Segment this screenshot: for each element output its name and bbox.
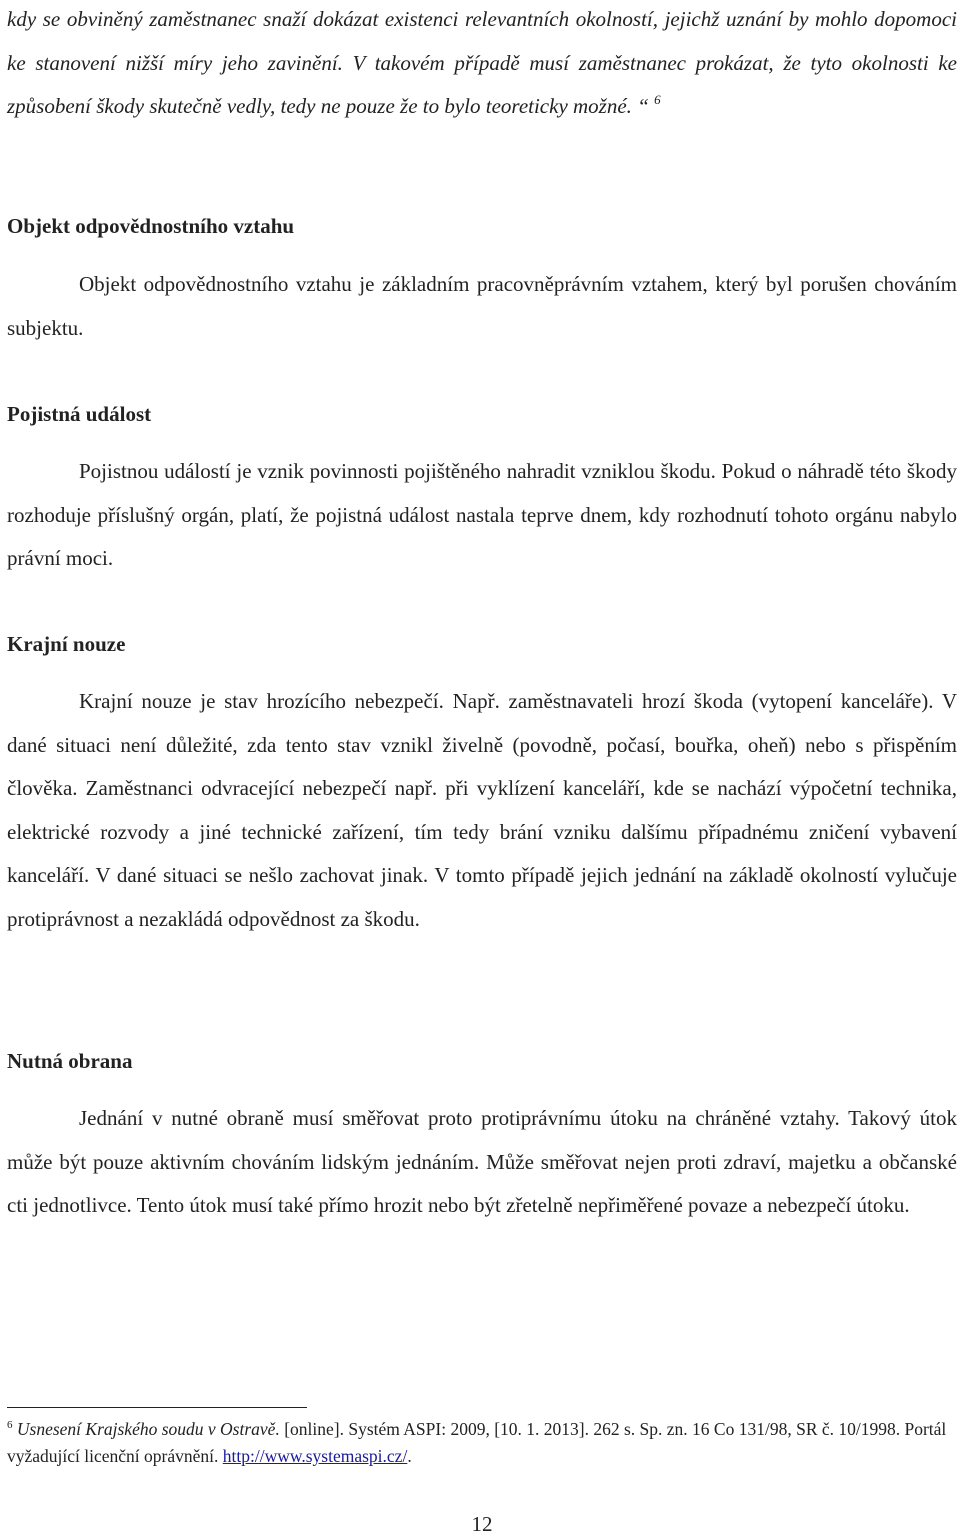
- section-heading-objekt: Objekt odpovědnostního vztahu: [7, 214, 295, 238]
- intro-paragraph: [7, 0, 957, 129]
- section-heading-pojistna-udalost: Pojistná událost: [7, 402, 152, 426]
- footnote: [7, 1416, 957, 1470]
- page-number: 12: [471, 1512, 493, 1536]
- footnote-end: .: [407, 1446, 412, 1466]
- footnote-reference[interactable]: 6: [654, 92, 661, 107]
- section-heading-krajni-nouze: Krajní nouze: [7, 632, 126, 656]
- section-text-objekt: Objekt odpovědnostního vztahu je základním pracovněprávním vztahem, který byl porušen chováním subjektu.: [7, 272, 957, 340]
- footnote-number: 6: [7, 1419, 13, 1431]
- footnote-link[interactable]: http://www.systemaspi.cz/: [222, 1446, 408, 1466]
- footnote-source: Usnesení Krajského soudu v Ostravě.: [16, 1419, 280, 1439]
- section-text-krajni-nouze: Krajní nouze je stav hrozícího nebezpečí. Např. zaměstnavateli hrozí škoda (vytopení kanceláře). V dané situaci není důležité, zda tento stav vznikl živelně (povodně, počasí, bouřka, oheň) nebo s přispěním člověka. Zaměstnanci odvracející nebezpečí např. při vyklízení kanceláří, kde se nachází výpočetní technika, elektrické rozvody a jiné technické zařízení, tím tedy brání vzniku dalšímu případnému zničení vybavení kanceláří. V dané situaci se nešlo zachovat jinak. V tomto případě jejich jednání na základě okolností vylučuje protiprávnost a nezakládá odpovědnost za škodu.: [7, 689, 957, 931]
- intro-text: kdy se obviněný zaměstnanec snaží dokázat existenci relevantních okolností, jejichž uznání by mohlo dopomoci ke stanovení nižší míry jeho zavinění. V takovém případě musí zaměstnanec prokázat, že tyto okolnosti ke způsobení škody skutečně vedly, tedy ne pouze že to bylo teoreticky možné.: [7, 7, 957, 118]
- section-heading-nutna-obrana: Nutná obrana: [7, 1049, 133, 1073]
- footnote-text: [online]. Systém ASPI: 2009, [10. 1. 2013]. 262 s. Sp. zn. 16 Co 131/98, SR č. 10/1998. Portál vyžadující licenční oprávnění.: [7, 1419, 947, 1466]
- closing-quote: “: [631, 94, 655, 118]
- footnote-separator: [7, 1407, 307, 1408]
- section-text-nutna-obrana: Jednání v nutné obraně musí směřovat proto protiprávnímu útoku na chráněné vztahy. Takový útok může být pouze aktivním chováním lidským jednáním. Může směřovat nejen proti zdraví, majetku a občanské cti jednotlivce. Tento útok musí také přímo hrozit nebo být zřetelně nepřiměřené povaze a nebezpečí útoku.: [7, 1106, 957, 1217]
- section-text-pojistna-udalost: Pojistnou událostí je vznik povinnosti pojištěného nahradit vzniklou škodu. Pokud o náhradě této škody rozhoduje příslušný orgán, platí, že pojistná událost nastala teprve dnem, kdy rozhodnutí tohoto orgánu nabylo právní moci.: [7, 459, 957, 570]
